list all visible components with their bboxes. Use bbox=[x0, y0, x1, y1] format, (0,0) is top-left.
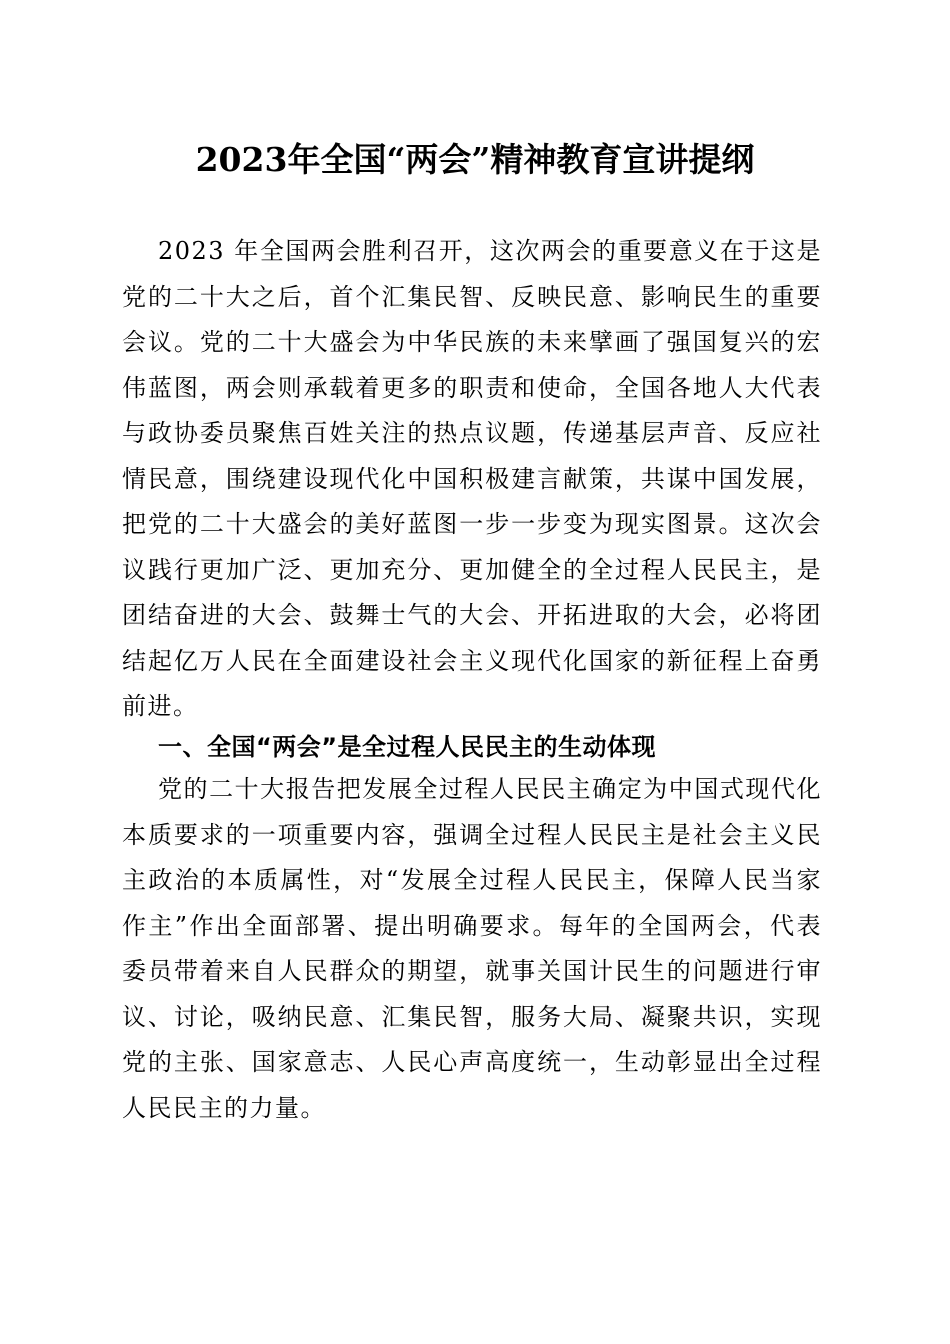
intro-paragraph: 2023 年全国两会胜利召开，这次两会的重要意义在于这是党的二十大之后，首个汇集民智、反映民意、影响民生的重要会议。党的二十大盛会为中华民族的未来擘画了强国复兴的宏伟蓝图，两会则承载着更多的职责和使命，全国各地人大代表与政协委员聚焦百姓关注的热点议题，传递基层声音、反应社情民意，围绕建设现代化中国积极建言献策，共谋中国发展，把党的二十大盛会的美好蓝图一步一步变为现实图景。这次会议践行更加广泛、更加充分、更加健全的全过程人民民主，是团结奋进的大会、鼓舞士气的大会、开拓进取的大会，必将团结起亿万人民在全面建设社会主义现代化国家的新征程上奋勇前进。 bbox=[122, 237, 822, 720]
document-title: 2023年全国“两会”精神教育宣讲提纲 bbox=[195, 140, 755, 179]
section-paragraph: 党的二十大报告把发展全过程人民民主确定为中国式现代化本质要求的一项重要内容，强调全过程人民民主是社会主义民主政治的本质属性，对“发展全过程人民民主，保障人民当家作主”作出全面部署、提出明确要求。每年的全国两会，代表委员带着来自人民群众的期望，就事关国计民生的问题进行审议、讨论，吸纳民意、汇集民智，服务大局、凝聚共识，实现党的主张、国家意志、人民心声高度统一，生动彰显出全过程人民民主的力量。 bbox=[122, 775, 822, 1122]
section-heading: 一、全国“两会”是全过程人民民主的生动体现 bbox=[158, 733, 657, 761]
